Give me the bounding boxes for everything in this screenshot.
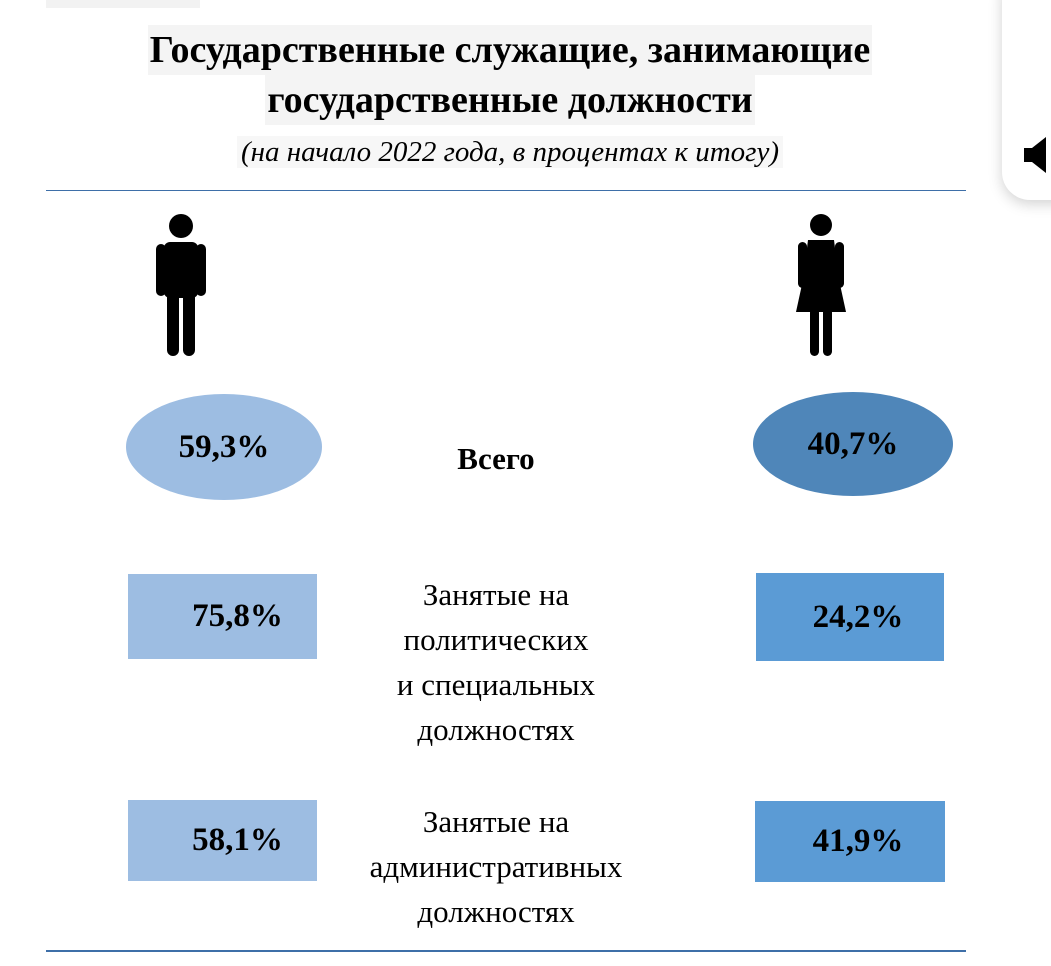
female-political-value: 24,2% <box>756 573 944 661</box>
male-political-value: 75,8% <box>128 574 317 659</box>
female-figure-icon <box>790 212 852 360</box>
subtitle-text: (на начало 2022 года, в процентах к итогу) <box>237 136 783 168</box>
page-title <box>60 25 960 125</box>
title-line-1: Государственные служащие, занимающие <box>148 25 873 75</box>
row-label-total: Всего <box>457 441 535 476</box>
male-figure-icon <box>150 212 212 360</box>
row-label-political: Занятые на политических и специальных должностях <box>396 577 596 747</box>
top-divider <box>46 190 966 191</box>
title-line-2: государственные должности <box>265 75 754 125</box>
female-total-value: 40,7% <box>753 392 953 496</box>
top-strip <box>46 0 200 8</box>
male-administrative-value: 58,1% <box>128 800 317 881</box>
male-total-value: 59,3% <box>126 394 322 500</box>
bottom-divider <box>46 950 966 952</box>
row-label-administrative: Занятые на административных должностях <box>369 804 623 929</box>
speaker-icon[interactable] <box>1022 135 1051 175</box>
female-administrative-value: 41,9% <box>755 801 945 882</box>
page-subtitle <box>60 130 960 174</box>
